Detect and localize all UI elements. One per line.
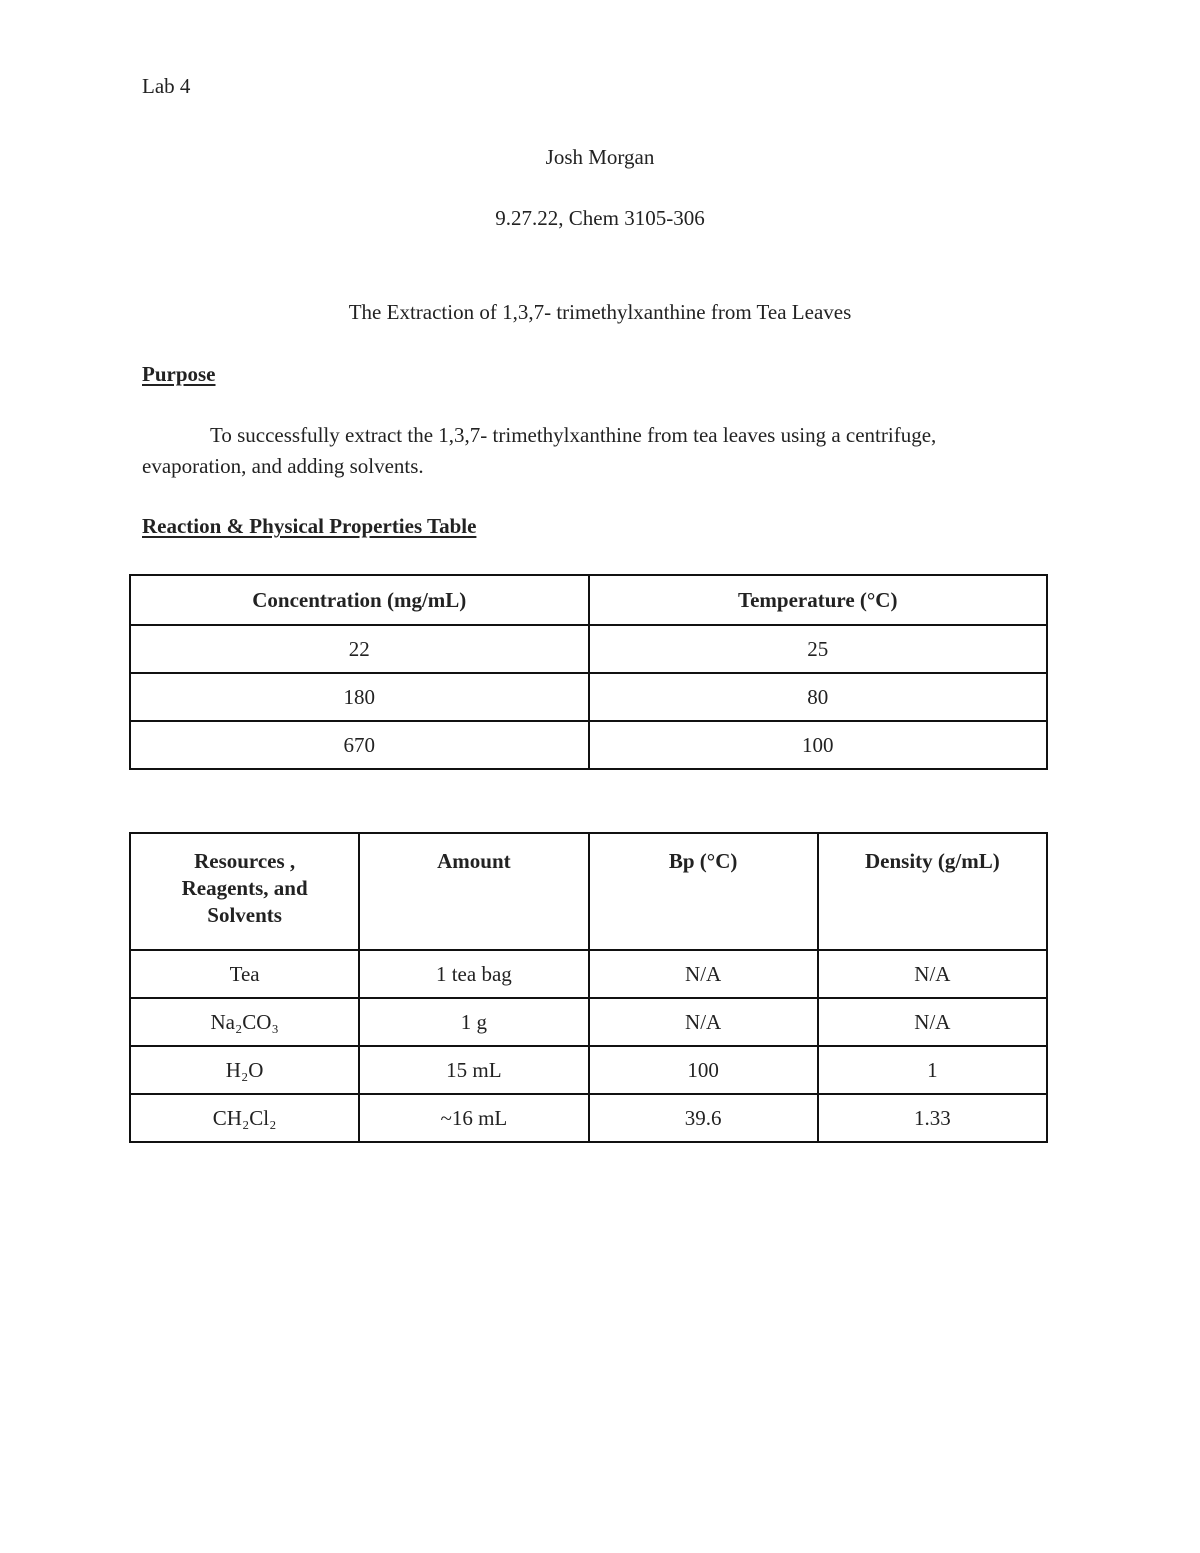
document-title: The Extraction of 1,3,7- trimethylxanthine from Tea Leaves <box>348 300 852 324</box>
table-cell: CH₂Cl₂ <box>130 1094 359 1142</box>
table-cell: N/A <box>818 998 1047 1046</box>
table-cell: 180 <box>130 673 589 721</box>
lab-label: Lab 4 <box>142 74 191 98</box>
author-name: Josh Morgan <box>545 145 655 169</box>
date-course: 9.27.22, Chem 3105-306 <box>495 206 705 230</box>
table-header-cell: Amount <box>359 833 588 950</box>
purpose-heading: Purpose <box>142 362 216 386</box>
table-cell: 670 <box>130 721 589 769</box>
table-cell: Tea <box>130 950 359 998</box>
table-row <box>130 1094 1047 1142</box>
concentration-temperature-table <box>129 574 1048 770</box>
table-cell: 22 <box>130 625 589 673</box>
table-cell: 100 <box>589 721 1048 769</box>
table-cell: Na₂CO₃ <box>130 998 359 1046</box>
purpose-text: To successfully extract the 1,3,7- trimethylxanthine from tea leaves using a centrifuge, evaporation, and adding solvents. <box>142 423 937 478</box>
table-row <box>130 673 1047 721</box>
table-row <box>130 1046 1047 1094</box>
table-header-cell: Concentration (mg/mL) <box>130 575 589 625</box>
table-cell: 100 <box>589 1046 818 1094</box>
table-header-cell: Bp (°C) <box>589 833 818 950</box>
table-row <box>130 998 1047 1046</box>
table-header-cell: Resources , Reagents, and Solvents <box>130 833 359 950</box>
table-cell: 80 <box>589 673 1048 721</box>
table-header-row <box>130 833 1047 950</box>
table-cell: N/A <box>818 950 1047 998</box>
table-cell: ~16 mL <box>359 1094 588 1142</box>
table-cell: N/A <box>589 998 818 1046</box>
reagents-table <box>129 832 1048 1143</box>
table-header-cell: Temperature (°C) <box>589 575 1048 625</box>
table-header-cell: Density (g/mL) <box>818 833 1047 950</box>
properties-heading: Reaction & Physical Properties Table <box>142 514 477 538</box>
table-cell: 1.33 <box>818 1094 1047 1142</box>
table-cell: 39.6 <box>589 1094 818 1142</box>
table-cell: H₂O <box>130 1046 359 1094</box>
table-cell: 15 mL <box>359 1046 588 1094</box>
table-header-row <box>130 575 1047 625</box>
table-cell: 1 g <box>359 998 588 1046</box>
table-row <box>130 625 1047 673</box>
table-row <box>130 721 1047 769</box>
table-cell: 1 <box>818 1046 1047 1094</box>
table-cell: 25 <box>589 625 1048 673</box>
table-cell: 1 tea bag <box>359 950 588 998</box>
table-row <box>130 950 1047 998</box>
table-cell: N/A <box>589 950 818 998</box>
